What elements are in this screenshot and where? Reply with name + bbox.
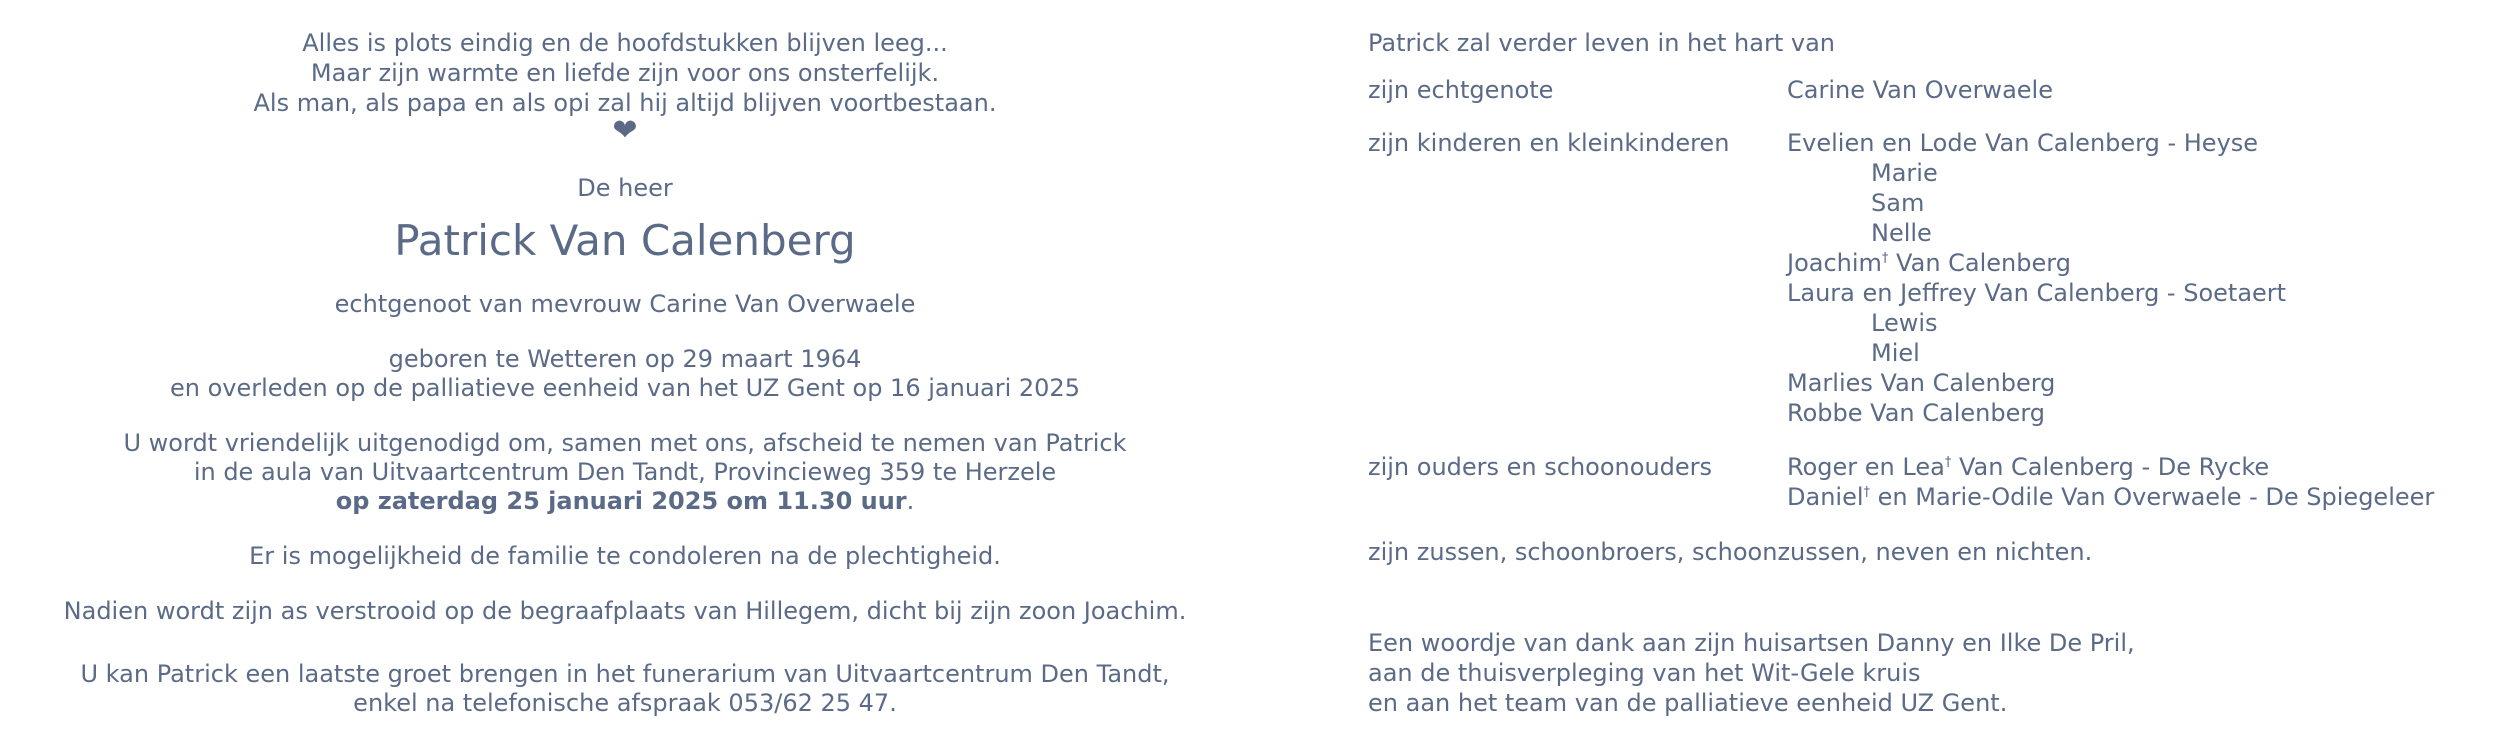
child-1: Evelien en Lode Van Calenberg - Heyse <box>1787 129 2259 157</box>
child-3: Laura en Jeffrey Van Calenberg - Soetaert <box>1787 279 2287 307</box>
dagger-mark: † <box>1881 251 1889 266</box>
invite-line-1: U wordt vriendelijk uitgenodigd om, samen met ons, afscheid te nemen van Patrick <box>123 429 1127 457</box>
dagger-mark: † <box>1944 455 1952 470</box>
child-2-name: Joachim <box>1787 249 1882 277</box>
child-2-rest: Van Calenberg <box>1888 249 2071 277</box>
parents-2 <box>1787 482 2434 512</box>
parents-1-a: Roger en Lea <box>1787 453 1945 481</box>
poem-line-1: Alles is plots eindig en de hoofdstukken blijven leeg... <box>302 29 948 57</box>
thanks-line-2: aan de thuisverpleging van het Wit-Gele kruis <box>1368 659 1921 687</box>
parents-1 <box>1787 452 2269 482</box>
parents-1-b: Van Calenberg - De Rycke <box>1951 453 2270 481</box>
grandchild: Nelle <box>1871 219 1932 247</box>
grandchild: Lewis <box>1871 309 1938 337</box>
heart-icon: ❤ <box>612 113 638 148</box>
poem-line-2: Maar zijn warmte en liefde zijn voor ons onsterfelijk. <box>310 59 940 87</box>
parents-2-b: en Marie-Odile Van Overwaele - De Spiegeleer <box>1870 483 2435 511</box>
thanks-line-1: Een woordje van dank aan zijn huisartsen Danny en Ilke De Pril, <box>1368 629 2135 657</box>
born-line: geboren te Wetteren op 29 maart 1964 <box>388 345 862 373</box>
parents-2-a: Daniel <box>1787 483 1864 511</box>
visit-line-2: enkel na telefonische afspraak 053/62 25 47. <box>353 689 897 717</box>
invite-line-3 <box>0 486 1250 516</box>
condolences-line: Er is mogelijkheid de familie te condoleren na de plechtigheid. <box>249 542 1001 570</box>
grandchild: Marie <box>1871 159 1938 187</box>
invite-line-3-end: . <box>906 487 915 515</box>
intro-line: Patrick zal verder leven in het hart van <box>1368 29 1835 57</box>
deceased-name: Patrick Van Calenberg <box>394 216 856 265</box>
spouse-line: echtgenoot van mevrouw Carine Van Overwaele <box>334 290 916 318</box>
dagger-mark: † <box>1863 485 1870 500</box>
salutation: De heer <box>577 174 673 202</box>
spouse-name: Carine Van Overwaele <box>1787 76 2053 104</box>
siblings-line: zijn zussen, schoonbroers, schoonzussen, neven en nichten. <box>1368 538 2093 566</box>
child-2 <box>1787 248 2071 278</box>
spouse-label: zijn echtgenote <box>1368 76 1554 104</box>
ceremony-datetime: op zaterdag 25 januari 2025 om 11.30 uur <box>335 487 907 515</box>
children-label: zijn kinderen en kleinkinderen <box>1368 129 1730 157</box>
grandchild: Sam <box>1871 189 1925 217</box>
thanks-line-3: en aan het team van de palliatieve eenheid UZ Gent. <box>1368 689 2008 717</box>
ashes-line: Nadien wordt zijn as verstrooid op de begraafplaats van Hillegem, dicht bij zijn zoon Joachim. <box>63 597 1187 625</box>
died-line: en overleden op de palliatieve eenheid van het UZ Gent op 16 januari 2025 <box>170 374 1080 402</box>
grandchild: Miel <box>1871 339 1920 367</box>
child-5: Robbe Van Calenberg <box>1787 399 2046 427</box>
parents-label: zijn ouders en schoonouders <box>1368 453 1713 481</box>
child-4: Marlies Van Calenberg <box>1787 369 2056 397</box>
poem-line-3: Als man, als papa en als opi zal hij altijd blijven voortbestaan. <box>253 89 997 117</box>
invite-line-2: in de aula van Uitvaartcentrum Den Tandt, Provincieweg 359 te Herzele <box>193 458 1057 486</box>
visit-line-1: U kan Patrick een laatste groet brengen in het funerarium van Uitvaartcentrum Den Tandt, <box>80 660 1170 688</box>
